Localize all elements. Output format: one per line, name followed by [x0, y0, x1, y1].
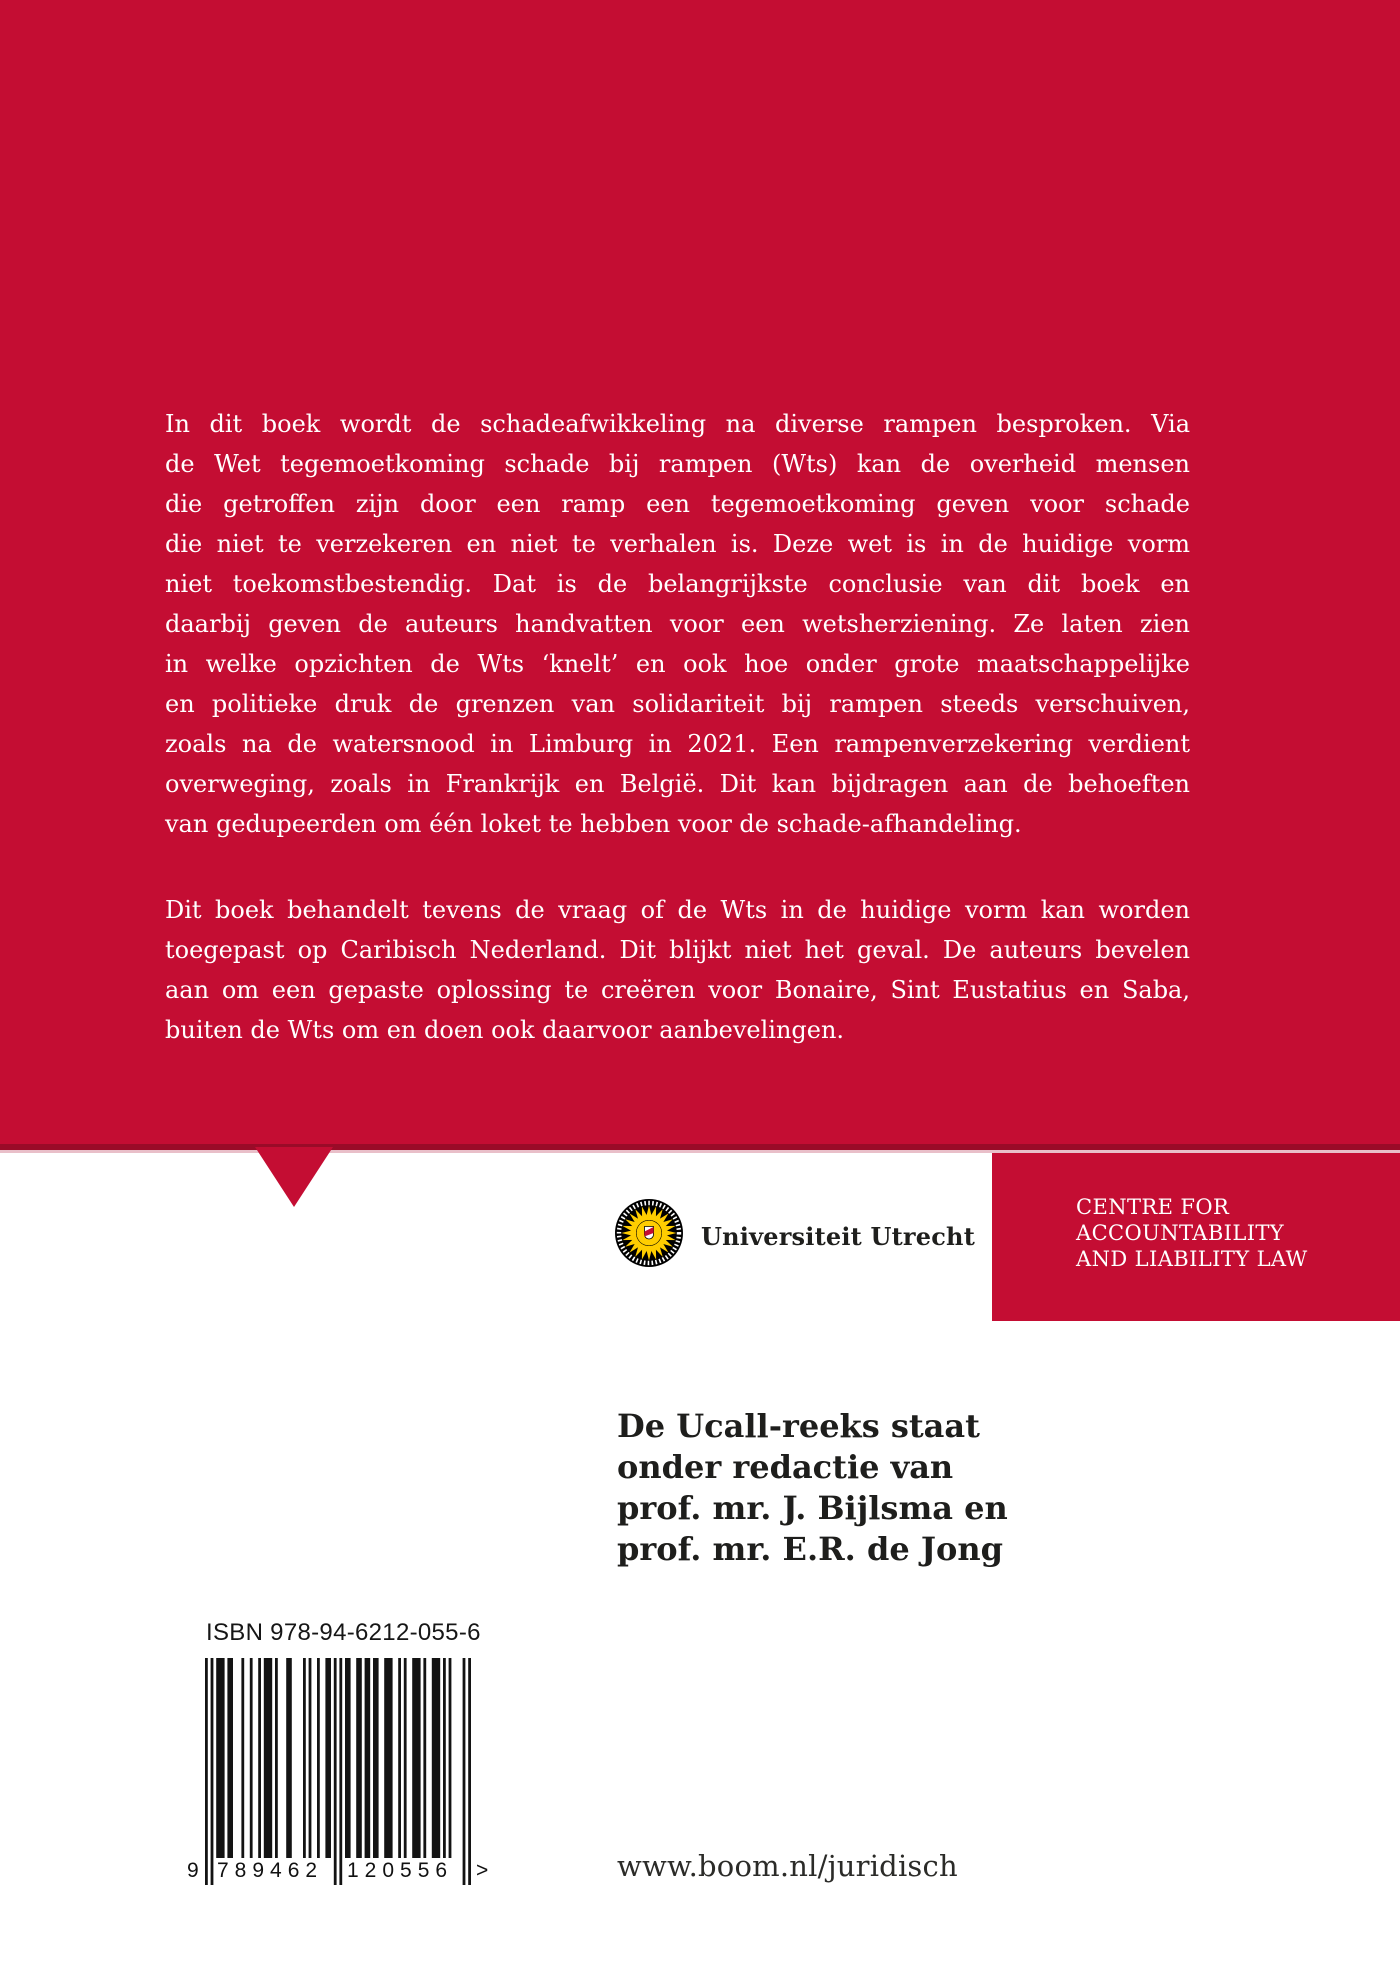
barcode-digit-9: 9 [187, 1859, 199, 1882]
book-description [165, 404, 1190, 1050]
barcode-group-left: 789462 [217, 1859, 324, 1882]
red-notch-triangle [255, 1147, 333, 1207]
ean-barcode [187, 1658, 489, 1885]
centre-accountability-label: CENTRE FOR ACCOUNTABILITY AND LIABILITY LAW [1076, 1195, 1308, 1271]
description-paragraph-2: Dit boek behandelt tevens de vraag of de Wts in de huidige vorm kan worden toegepast op Caribisch Nederland. Dit blijkt niet het geval. De auteurs bevelen aan om een gepaste oplossing te creëren voor Bonaire, Sint Eustatius en Saba, buiten de Wts om en doen ook daarvoor aanbevelingen. [165, 896, 1190, 1044]
uu-sunburst-icon [615, 1199, 683, 1267]
publisher-website: www.boom.nl/juridisch [617, 1849, 958, 1883]
centre-accountability-box [992, 1153, 1400, 1321]
description-paragraph-1: In dit boek wordt de schadeafwikkeling na diverse rampen besproken. Via de Wet tegemoetkoming schade bij rampen (Wts) kan de overheid mensen die getroffen zijn door een ramp een tegemoetkoming geven voor schade die niet te verzekeren en niet te verhalen is. Deze wet is in de huidige vorm niet toekomstbestendig. Dat is de belangrijkste conclusie van dit boek en daarbij geven de auteurs handvatten voor een wetsherziening. Ze laten zien in welke opzichten de Wts ‘knelt’ en ook hoe onder grote maatschappelijke en politieke druk de grenzen van solidariteit bij rampen steeds verschuiven, zoals na de watersnood in Limburg in 2021. Een rampenverzekering verdient overweging, zoals in Frankrijk en België. Dit kan bijdragen aan de behoeften van gedupeerden om één loket te hebben voor de schade-afhandeling. [165, 410, 1190, 838]
uu-wordmark: Universiteit Utrecht [701, 1222, 975, 1251]
barcode-trailer: > [476, 1859, 489, 1882]
barcode-bars [205, 1658, 471, 1889]
isbn-label: ISBN 978-94-6212-055-6 [206, 1619, 481, 1646]
barcode-group-right: 120556 [347, 1859, 454, 1882]
series-editors-note: De Ucall-reeks staat onder redactie van prof. mr. J. Bijlsma en prof. mr. E.R. de Jong [617, 1407, 1008, 1568]
